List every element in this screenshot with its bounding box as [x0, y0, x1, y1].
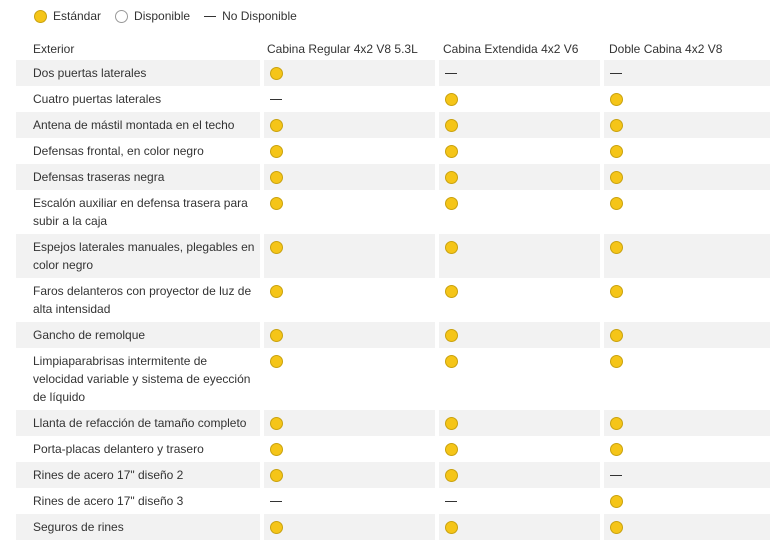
table-body — [16, 60, 770, 540]
legend-standard-label: Estándar — [53, 9, 102, 23]
standard-dot-icon — [270, 171, 283, 184]
standard-dot-icon — [270, 119, 283, 132]
standard-dot-icon — [445, 145, 458, 158]
standard-dot-icon — [270, 521, 283, 534]
not-available-dash-icon — [270, 501, 282, 502]
standard-dot-icon — [445, 521, 458, 534]
not-available-dash-icon — [610, 475, 622, 476]
availability-cell — [439, 86, 600, 112]
not-available-dash-icon — [445, 501, 457, 502]
legend-standard — [34, 9, 101, 23]
table-row — [16, 138, 770, 164]
availability-cell — [439, 514, 600, 540]
availability-cell — [604, 278, 770, 322]
standard-dot-icon — [270, 469, 283, 482]
table-row — [16, 514, 770, 540]
availability-cell — [604, 86, 770, 112]
table-row — [16, 436, 770, 462]
feature-label: Escalón auxiliar en defensa trasera para subir a la caja — [33, 196, 248, 228]
table-row — [16, 462, 770, 488]
availability-cell — [264, 138, 435, 164]
standard-dot-icon — [610, 443, 623, 456]
standard-dot-icon — [610, 145, 623, 158]
availability-cell — [264, 462, 435, 488]
table-row — [16, 410, 770, 436]
availability-cell — [439, 190, 600, 234]
availability-cell — [264, 410, 435, 436]
not-available-dash-icon — [610, 73, 622, 74]
feature-label: Rines de acero 17" diseño 3 — [33, 494, 184, 508]
standard-dot-icon — [445, 285, 458, 298]
table-row — [16, 322, 770, 348]
table-row — [16, 164, 770, 190]
standard-dot-icon — [445, 417, 458, 430]
standard-dot-icon — [34, 10, 47, 23]
not-available-dash-icon — [204, 16, 216, 17]
standard-dot-icon — [445, 355, 458, 368]
standard-dot-icon — [610, 417, 623, 430]
standard-dot-icon — [445, 93, 458, 106]
availability-cell — [604, 348, 770, 410]
feature-label: Seguros de rines — [16, 514, 260, 540]
feature-label: Llanta de refacción de tamaño completo — [16, 410, 260, 436]
table-row — [16, 234, 770, 278]
availability-cell — [604, 164, 770, 190]
standard-dot-icon — [445, 443, 458, 456]
feature-label: Gancho de remolque — [16, 322, 260, 348]
availability-cell — [439, 164, 600, 190]
availability-cell — [439, 138, 600, 164]
column-header-extended-cab: Cabina Extendida 4x2 V6 — [443, 42, 579, 56]
feature-label: Dos puertas laterales — [16, 60, 260, 86]
column-header-regular-cab: Cabina Regular 4x2 V8 5.3L — [267, 42, 418, 56]
standard-dot-icon — [445, 197, 458, 210]
standard-dot-icon — [610, 285, 623, 298]
availability-cell — [439, 436, 600, 462]
standard-dot-icon — [270, 241, 283, 254]
availability-cell — [264, 86, 435, 112]
availability-cell — [439, 234, 600, 278]
availability-cell — [439, 410, 600, 436]
legend-not-available — [204, 9, 297, 23]
availability-cell — [604, 514, 770, 540]
availability-cell — [264, 60, 435, 86]
availability-cell — [264, 514, 435, 540]
feature-label: Porta-placas delantero y trasero — [33, 442, 204, 456]
availability-cell — [439, 112, 600, 138]
availability-cell — [604, 190, 770, 234]
availability-cell — [439, 462, 600, 488]
feature-label: Defensas frontal, en color negro — [33, 144, 204, 158]
availability-cell — [604, 322, 770, 348]
feature-label: Defensas traseras negra — [16, 164, 260, 190]
column-header-category: Exterior — [33, 42, 75, 56]
standard-dot-icon — [445, 329, 458, 342]
table-row — [16, 278, 770, 322]
table-row — [16, 488, 770, 514]
feature-label: Limpiaparabrisas intermitente de velocidad variable y sistema de eyección de líquido — [33, 354, 251, 404]
availability-cell — [264, 488, 435, 514]
column-header-double-cab: Doble Cabina 4x2 V8 — [609, 42, 723, 56]
availability-cell — [264, 164, 435, 190]
availability-cell — [604, 462, 770, 488]
standard-dot-icon — [610, 495, 623, 508]
availability-legend — [34, 8, 311, 24]
legend-available — [115, 9, 190, 23]
feature-label: Rines de acero 17" diseño 2 — [16, 462, 260, 488]
standard-dot-icon — [445, 171, 458, 184]
availability-cell — [439, 278, 600, 322]
standard-dot-icon — [270, 329, 283, 342]
availability-cell — [439, 488, 600, 514]
table-row — [16, 348, 770, 410]
availability-cell — [264, 278, 435, 322]
availability-cell — [604, 488, 770, 514]
table-row — [16, 86, 770, 112]
standard-dot-icon — [270, 285, 283, 298]
features-table — [16, 38, 770, 540]
table-row — [16, 190, 770, 234]
standard-dot-icon — [445, 241, 458, 254]
availability-cell — [264, 348, 435, 410]
standard-dot-icon — [610, 93, 623, 106]
available-circle-icon — [115, 10, 128, 23]
standard-dot-icon — [610, 171, 623, 184]
standard-dot-icon — [270, 197, 283, 210]
availability-cell — [264, 112, 435, 138]
standard-dot-icon — [610, 119, 623, 132]
standard-dot-icon — [610, 355, 623, 368]
availability-cell — [604, 60, 770, 86]
standard-dot-icon — [610, 197, 623, 210]
not-available-dash-icon — [445, 73, 457, 74]
feature-label: Cuatro puertas laterales — [33, 92, 162, 106]
availability-cell — [604, 410, 770, 436]
standard-dot-icon — [445, 469, 458, 482]
standard-dot-icon — [610, 241, 623, 254]
standard-dot-icon — [270, 145, 283, 158]
standard-dot-icon — [270, 443, 283, 456]
table-header — [16, 38, 770, 60]
table-row — [16, 112, 770, 138]
not-available-dash-icon — [270, 99, 282, 100]
availability-cell — [439, 322, 600, 348]
availability-cell — [264, 190, 435, 234]
availability-cell — [604, 112, 770, 138]
availability-cell — [439, 348, 600, 410]
standard-dot-icon — [270, 417, 283, 430]
standard-dot-icon — [445, 119, 458, 132]
feature-label: Faros delanteros con proyector de luz de alta intensidad — [33, 284, 252, 316]
availability-cell — [264, 234, 435, 278]
legend-not-available-label: No Disponible — [222, 9, 297, 23]
table-row — [16, 60, 770, 86]
availability-cell — [604, 436, 770, 462]
standard-dot-icon — [610, 521, 623, 534]
availability-cell — [604, 138, 770, 164]
legend-available-label: Disponible — [134, 9, 191, 23]
availability-cell — [264, 436, 435, 462]
standard-dot-icon — [270, 355, 283, 368]
feature-label: Antena de mástil montada en el techo — [16, 112, 260, 138]
availability-cell — [439, 60, 600, 86]
availability-cell — [604, 234, 770, 278]
standard-dot-icon — [270, 67, 283, 80]
standard-dot-icon — [610, 329, 623, 342]
availability-cell — [264, 322, 435, 348]
feature-label: Espejos laterales manuales, plegables en color negro — [16, 234, 260, 278]
